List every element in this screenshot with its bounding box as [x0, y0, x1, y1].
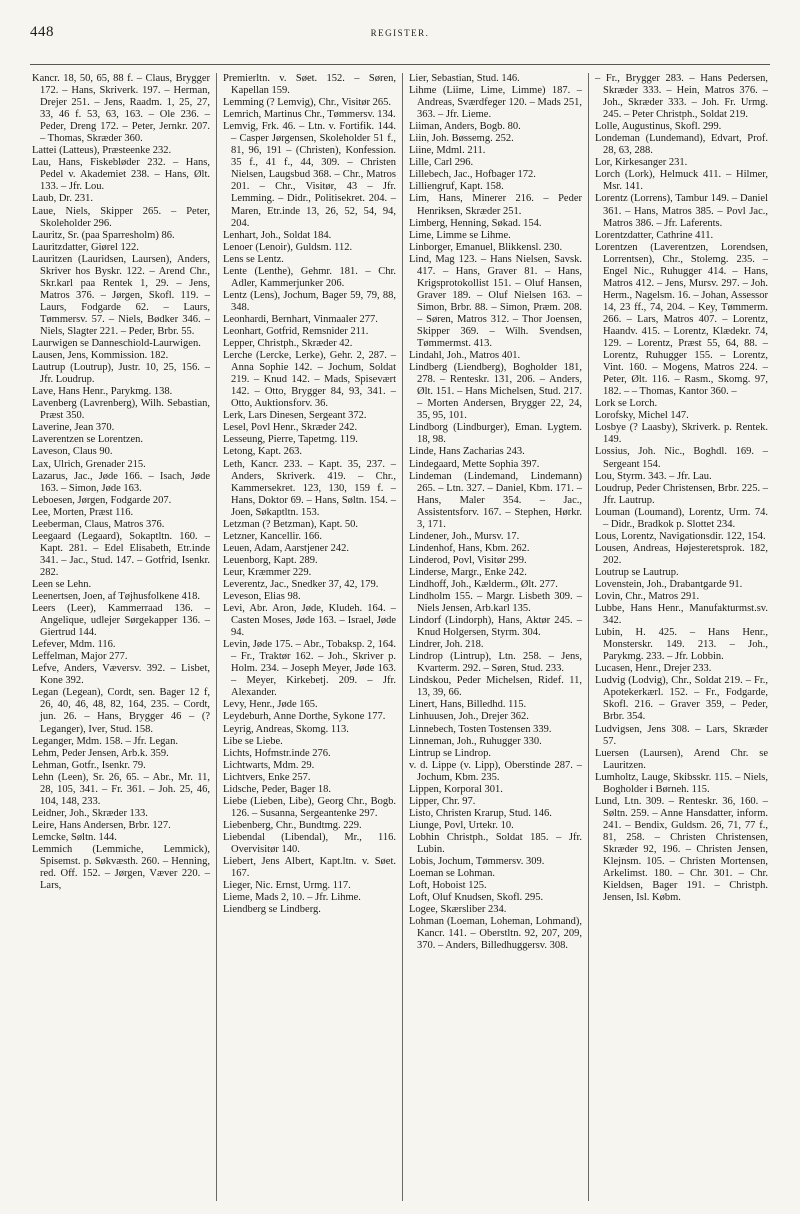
index-entry: Listo, Christen Krarup, Stud. 146. — [409, 807, 552, 819]
index-entry: Lillebech, Jac., Hofbager 172. — [409, 169, 536, 181]
index-entry: Laub, Dr. 231. — [32, 193, 93, 205]
index-entry: Lautrup (Loutrup), Justr. 10, 25, 156. – Jfr. Loudrup. — [32, 362, 210, 386]
index-entry: Linderse, Margr., Enke 242. — [409, 566, 527, 578]
index-entry: Lor, Kirkesanger 231. — [595, 157, 688, 169]
index-entry: Lieme, Mads 2, 10. – Jfr. Lihme. — [223, 892, 361, 904]
index-entry: Londeman (Lundemand), Edvart, Prof. 28, 63, 288. — [595, 133, 768, 157]
index-entry: Letzner, Kancellir. 166. — [223, 530, 322, 542]
index-entry: Lehman, Gotfr., Isenkr. 79. — [32, 759, 146, 771]
index-entry: Lesseung, Pierre, Tapetmg. 119. — [223, 434, 358, 446]
header-rule — [30, 64, 770, 65]
index-entry: Loeman se Lohman. — [409, 868, 496, 880]
index-entry: Lenoer (Lenoir), Guldsm. 112. — [223, 241, 353, 253]
index-entry: Lobhin Christph., Soldat 185. – Jfr. Lubin. — [409, 831, 582, 855]
index-entry: Lindborg (Lindburger), Eman. Lygtem. 18, 98. — [409, 422, 582, 446]
index-entry: Lehm, Peder Jensen, Arb.k. 359. — [32, 747, 169, 759]
index-entry: Legan (Legean), Cordt, sen. Bager 12 f, 26, 40, 46, 48, 82, 164, 235. – Cordt, jun. 26. – Hans, Brygger 46 – (? Leganger), Iver, Stud. 158. — [32, 687, 210, 735]
index-entry: Kancr. 18, 50, 65, 88 f. – Claus, Brygger 172. – Hans, Skriverk. 197. – Herman, Drejer 251. – Jens, Raadm. 1, 25, 27, 33, 46 f. 53, 63, 163. – Ole 236. – Peder, Dreng 172. – Peter, Jernkr. 207. – Thomas, Skræder 360. — [32, 73, 210, 145]
index-entry: Lesel, Povl Henr., Skræder 242. — [223, 422, 358, 434]
index-entry: Liebenberg, Chr., Bundtmg. 229. — [223, 819, 362, 831]
index-entry: Leydeburh, Anne Dorthe, Sykone 177. — [223, 711, 386, 723]
index-entry: Lemcke, Søltn. 144. — [32, 831, 117, 843]
index-entry: Lumholtz, Lauge, Skibsskr. 115. – Niels, Bogholder i Børneh. 115. — [595, 771, 768, 795]
index-entry: Premierltn. v. Søet. 152. – Søren, Kapellan 159. — [223, 73, 396, 97]
running-title: REGISTER. — [370, 28, 430, 38]
index-entry: Liiman, Anders, Bogb. 80. — [409, 121, 521, 133]
index-entry: Lauritz, Sr. (paa Sparresholm) 86. — [32, 229, 175, 241]
index-entry: Lime, Limme se Lihme. — [409, 229, 511, 241]
index-entry: Luersen (Laursen), Arend Chr. se Lauritzen. — [595, 747, 768, 771]
page-header — [30, 24, 770, 46]
index-entry: Lucasen, Henr., Drejer 233. — [595, 663, 712, 675]
index-entry: Lim, Hans, Minerer 216. – Peder Henriksen, Skræder 251. — [409, 193, 582, 217]
index-entry: Leonhardi, Bernhart, Vinmaaler 277. — [223, 313, 378, 325]
index-entry: Lier, Sebastian, Stud. 146. — [409, 73, 520, 84]
index-entry: Lente (Lenthe), Gehmr. 181. – Chr. Adler, Kammerjunker 206. — [223, 265, 396, 289]
index-entry: Lefve, Anders, Væversv. 392. – Lisbet, Kone 392. — [32, 663, 210, 687]
index-entry: Lindenhof, Hans, Kbm. 262. — [409, 542, 530, 554]
index-entry: Liendberg se Lindberg. — [223, 904, 321, 916]
index-entry: Liebe (Lieben, Libe), Georg Chr., Bogb. 126. – Susanna, Sergeantenke 297. — [223, 795, 396, 819]
index-entry: Lorofsky, Michel 147. — [595, 410, 689, 422]
index-entry: Lorentzdatter, Cathrine 411. — [595, 229, 714, 241]
index-entry: Lindeman (Lindemand, Lindemann) 265. – Ltn. 327. – Daniel, Kbm. 171. – Hans, Maler 354. – Jac., Assistentsforv. 167. – Stephen, Hørkr. 3, 171. — [409, 470, 582, 530]
index-entry: Lovenstein, Joh., Drabantgarde 91. — [595, 578, 743, 590]
page-number: 448 — [30, 24, 54, 40]
index-entry: Lindskou, Peder Michelsen, Ridef. 11, 13, 39, 66. — [409, 675, 582, 699]
index-entry: Lippen, Korporal 301. — [409, 783, 503, 795]
index-entry: Laverentzen se Lorentzen. — [32, 434, 144, 446]
index-entry: Lauritzdatter, Giørel 122. — [32, 241, 139, 253]
index-entry: Lintrup se Lindrop. — [409, 747, 491, 759]
index-entry: Lentz (Lens), Jochum, Bager 59, 79, 88, 348. — [223, 289, 396, 313]
index-entry: Lubbe, Hans Henr., Manufakturmst.sv. 342. — [595, 603, 768, 627]
index-entry: Lichtvers, Enke 257. — [223, 771, 311, 783]
index-entry: Ludvigsen, Jens 308. – Lars, Skræder 57. — [595, 723, 768, 747]
index-entry: Laurwigen se Danneschiold-Laurwigen. — [32, 338, 201, 350]
index-entry: Ludvig (Lodvig), Chr., Soldat 219. – Fr., Apotekerkærl. 152. – Fr., Fodgarde, Skofl. 216. – Graver 359, – Peder, Brbr. 354. — [595, 675, 768, 723]
index-entry: Lind, Mag 123. – Hans Nielsen, Savsk. 417. – Hans, Graver 81. – Hans, Krigsprotokollist 151. – Oluf Hansen, Graver 189. – Oluf Nielsen 163. – Simon, Brbr. 88. – Simon, Præm. 208. – Søren, Matros 312. – Thor Joensen, Skipper 369. – Wilh. Svendsen, Tømmermst. 413. — [409, 253, 582, 350]
index-entry: Liunge, Povl, Urtekr. 10. — [409, 819, 514, 831]
index-entry: Lorentzen (Laverentzen, Lorendsen, Lorrentsen), Chr., Stolemg. 235. – Engel Nic., Ruhugger 414. – Hans, Matros 412. – Jens, Mursv. 297. – Joh. Herm., Nagelsm. 16. – Johan, Assessor 14, 23 ff., 74, 204. – Key, Tømmerm. 266. – Lars, Matros 407. – Lorentz, Haandv. 415. – Lorentz, Klædekr. 74, 129. – Lorentz, Præst 55, 64, 88. – Lorentz, Ruhugger 155. – Lorentz, Vint. 160. – Mogens, Matros 224. – Peter, Ølt. 116. – Rasm., Skomg. 97, 182. – – Thomas, Kantor 360. – — [595, 241, 768, 398]
index-entry: Linde, Hans Zacharias 243. — [409, 446, 525, 458]
index-entry: Lemming (? Lemvig), Chr., Visitør 265. — [223, 97, 392, 109]
index-entry: Liin, Joh. Bøssemg. 252. — [409, 133, 514, 145]
index-entry: Lefever, Mdm. 116. — [32, 639, 116, 651]
index-entry: Lerche (Lercke, Lerke), Gehr. 2, 287. – Anna Sophie 142. – Jochum, Soldat 219. – Knud 142. – Mads, Spisevært 142. – Otto, Brygger 84, 93, 341. – Otto, Auktionsforv. 36. — [223, 350, 396, 410]
index-column-4 — [588, 73, 774, 1201]
index-entry: Lindener, Joh., Mursv. 17. — [409, 530, 520, 542]
index-entry: Leire, Hans Andersen, Brbr. 127. — [32, 819, 171, 831]
index-entry: Levi, Abr. Aron, Jøde, Kludeh. 164. – Casten Moses, Jøde 163. – Israel, Jøde 94. — [223, 603, 396, 639]
index-entry: Limberg, Henning, Søkad. 154. — [409, 217, 542, 229]
index-entry: Leegaard (Legaard), Sokaptltn. 160. – Kapt. 281. – Edel Elisabeth, Etr.inde 341. – Jac., Stud. 147. – Gotfrid, Isenkr. 282. — [32, 530, 210, 578]
index-entry: Lindberg (Liendberg), Bogholder 181, 278. – Renteskr. 131, 206. – Anders, Ølt. 151. – Hans Michelsen, Stud. 217. – Morten Andersen, Brygger 22, 24, 35, 95, 101. — [409, 362, 582, 422]
index-entry: Lihme (Liime, Lime, Limme) 187. – Andreas, Sværdfeger 120. – Mads 251, 363. – Jfr. Lieme. — [409, 85, 582, 121]
index-entry: Leers (Leer), Kammerraad 136. – Angelique, udlejer Sørgekapper 136. – Giertrud 144. — [32, 603, 210, 639]
index-entry: Loft, Oluf Knudsen, Skofl. 295. — [409, 892, 544, 904]
index-column-1 — [30, 73, 216, 1201]
index-entry: Louman (Loumand), Lorentz, Urm. 74. – Didr., Bradkok p. Slottet 234. — [595, 506, 768, 530]
index-entry: Lipper, Chr. 97. — [409, 795, 476, 807]
index-entry: Lenhart, Joh., Soldat 184. — [223, 229, 332, 241]
index-entry: Leidner, Joh., Skræder 133. — [32, 807, 148, 819]
index-entry: Laveson, Claus 90. — [32, 446, 113, 458]
index-entry: Leverentz, Jac., Snedker 37, 42, 179. — [223, 578, 379, 590]
index-entry: Leganger, Mdm. 158. – Jfr. Legan. — [32, 735, 178, 747]
index-entry: Leveson, Elias 98. — [223, 591, 301, 603]
index-entry: Lausen, Jens, Kommission. 182. — [32, 350, 169, 362]
index-entry: – Fr., Brygger 283. – Hans Pedersen, Skræder 333. – Hein, Matros 376. – Joh., Skræder 333. – Joh. Fr. Urmg. 245. – Peter Christph., Soldat 219. — [595, 73, 768, 121]
index-entry: Linert, Hans, Billedhd. 115. — [409, 699, 527, 711]
index-entry: Leboesen, Jørgen, Fodgarde 207. — [32, 494, 172, 506]
index-entry: Leth, Kancr. 233. – Kapt. 35, 237. – Anders, Skriverk. 419. – Chr., Kammersekret. 123, 130, 159 f. – Hans, Doktor 69. – Hans, Søltn. 154. – Joen, Søkaptltn. 153. — [223, 458, 396, 518]
index-entry: Linnebech, Tosten Tostensen 339. — [409, 723, 552, 735]
index-entry: Laverine, Jean 370. — [32, 422, 115, 434]
index-entry: Loutrup se Lautrup. — [595, 566, 679, 578]
index-entry: Lieger, Nic. Ernst, Urmg. 117. — [223, 880, 351, 892]
index-entry: Lauritzen (Lauridsen, Laursen), Anders, Skriver hos Byskr. 122. – Arend Chr., Skr.karl paa Rentek 1, 29. – Jens, Matros 376. – Jørgen, Skofl. 119. – Laurs, Fodgarde 62. – Laurs, Tømmersv. 57. – Niels, Bødker 346. – Niels, Slagter 221. – Peder, Brbr. 55. — [32, 253, 210, 337]
index-entry: Lindholm 155. – Margr. Lisbeth 309. – Niels Jensen, Arb.karl 135. — [409, 591, 582, 615]
index-entry: Loft, Hoboist 125. — [409, 880, 487, 892]
index-entry: Loudrup, Peder Christensen, Brbr. 225. – Jfr. Lautrup. — [595, 482, 768, 506]
index-entry: Leyrig, Andreas, Skomg. 113. — [223, 723, 349, 735]
index-entry: Lubin, H. 425. – Hans Henr., Monsterskr. 149. 213. – Joh., Parykmg. 233. – Jfr. Lobbin. — [595, 627, 768, 663]
index-entry: Lindhoff, Joh., Kælderm., Ølt. 277. — [409, 578, 558, 590]
index-entry: Lax, Ulrich, Grenader 215. — [32, 458, 146, 470]
index-entry: Lilliengruf, Kapt. 158. — [409, 181, 504, 193]
index-entry: Laue, Niels, Skipper 265. – Peter, Skoleholder 296. — [32, 205, 210, 229]
index-entry: Lille, Carl 296. — [409, 157, 474, 169]
index-entry: Lemvig, Frk. 46. – Ltn. v. Fortifik. 144. – Casper Jørgensen, Skoleholder 51 f., 81, 96, 191 – (Christen), Konfession. 35 f., 41 f., 44, 309. – Christen Nielsen, Laugsbud 368. – Chr., Matros 201. – Chr., Visitør, 43 – Jfr. Lemming. – Didr., Politisekret. 204. – Maren, Etr.inde 13, 26, 52, 54, 94, 204. — [223, 121, 396, 229]
index-entry: Lens se Lentz. — [223, 253, 284, 265]
index-entry: Libe se Liebe. — [223, 735, 283, 747]
index-entry: Leuenborg, Kapt. 289. — [223, 554, 318, 566]
index-entry: Linhuusen, Joh., Drejer 362. — [409, 711, 529, 723]
index-entry: Leuen, Adam, Aarstjener 242. — [223, 542, 349, 554]
index-entry: Lehn (Leen), Sr. 26, 65. – Abr., Mr. 11, 28, 105, 341. – Fr. 361. – Joh. 25, 46, 104, 148, 233. — [32, 771, 210, 807]
index-entry: Lousen, Andreas, Højesteretsprok. 182, 202. — [595, 542, 768, 566]
index-entry: Losbye (? Laasby), Skriverk. p. Rentek. 149. — [595, 422, 768, 446]
index-entry: Lee, Morten, Præst 116. — [32, 506, 134, 518]
index-entry: Linborger, Emanuel, Blikkensl. 230. — [409, 241, 563, 253]
index-entry: Leur, Kræmmer 229. — [223, 566, 312, 578]
index-entry: Lichts, Hofmstr.inde 276. — [223, 747, 331, 759]
index-entry: Leffelman, Major 277. — [32, 651, 128, 663]
index-entry: Lorch (Lork), Helmuck 411. – Hilmer, Msr. 141. — [595, 169, 768, 193]
index-entry: Lindrer, Joh. 218. — [409, 639, 484, 651]
index-entry: Lossius, Joh. Nic., Boghdl. 169. – Sergeant 154. — [595, 446, 768, 470]
index-entry: Lund, Ltn. 309. – Renteskr. 36, 160. – Søltn. 259. – Anne Hansdatter, inform. 241. – Bendix, Guldsm. 26, 71, 77 f., 81, 258. – Christen Christensen, Skræder 92, 196. – Christen Jensen, Klejnsm. 105. – Christen Mortensen, Arkelimst. 180. – Chr. 301. – Chr. Kieldsen, Bager 191. – Christph. Jensen, Isl. Købm. — [595, 795, 768, 904]
index-entry: Lau, Hans, Fiskebløder 232. – Hans, Pedel v. Akademiet 238. – Hans, Ølt. 133. – Jfr. Lou. — [32, 157, 210, 193]
index-entry: Linneman, Joh., Ruhugger 330. — [409, 735, 542, 747]
index-entry: Levy, Henr., Jøde 165. — [223, 699, 318, 711]
index-entry: Lou, Styrm. 343. – Jfr. Lau. — [595, 470, 712, 482]
index-entry: Lolle, Augustinus, Skofl. 299. — [595, 121, 722, 133]
index-column-2 — [216, 73, 402, 1201]
index-entry: v. d. Lippe (v. Lipp), Oberstinde 287. – Jochum, Kbm. 235. — [409, 759, 582, 783]
index-entry: Lattei (Latteus), Præsteenke 232. — [32, 145, 172, 157]
index-entry: Linderod, Povl, Visitør 299. — [409, 554, 527, 566]
index-entry: Lous, Lorentz, Navigationsdir. 122, 154. — [595, 530, 766, 542]
index-entry: Leeberman, Claus, Matros 376. — [32, 518, 165, 530]
index-entry: Liebert, Jens Albert, Kapt.ltn. v. Søet. 167. — [223, 856, 396, 880]
index-entry: Leenertsen, Joen, af Tøjhusfolkene 418. — [32, 591, 201, 603]
index-entry: Lohman (Loeman, Loheman, Lohmand), Kancr. 141. – Oberstltn. 92, 207, 209, 370. – Anders, Billedhuggersv. 308. — [409, 916, 582, 952]
index-entry: Lepper, Christph., Skræder 42. — [223, 338, 353, 350]
index-entry: Lindrop (Lintrup), Ltn. 258. – Jens, Kvarterm. 292. – Søren, Stud. 233. — [409, 651, 582, 675]
index-entry: Liine, Mdml. 211. — [409, 145, 486, 157]
index-entry: Lichtwarts, Mdm. 29. — [223, 759, 315, 771]
index-entry: Lork se Lorch. — [595, 398, 658, 410]
index-entry: Lemrich, Martinus Chr., Tømmersv. 134. — [223, 109, 396, 121]
index-entry: Lindegaard, Mette Sophia 397. — [409, 458, 540, 470]
index-entry: Lobis, Jochum, Tømmersv. 309. — [409, 856, 545, 868]
index-entry: Lerk, Lars Dinesen, Sergeant 372. — [223, 410, 367, 422]
index-entry: Lovin, Chr., Matros 291. — [595, 591, 700, 603]
index-entry: Letzman (? Betzman), Kapt. 50. — [223, 518, 358, 530]
index-entry: Lazarus, Jac., Jøde 166. – Isach, Jøde 163. – Simon, Jøde 163. — [32, 470, 210, 494]
index-entry: Levin, Jøde 175. – Abr., Tobaksp. 2, 164. – Fr., Traktør 162. – Joh., Skriver p. Holm. 234. – Joseph Meyer, Jøde 163. – Meyer, Kirkebetj. 209. – Jfr. Alexander. — [223, 639, 396, 699]
index-entry: Leonhart, Gotfrid, Remsnider 211. — [223, 325, 369, 337]
index-entry: Lave, Hans Henr., Parykmg. 138. — [32, 386, 173, 398]
index-entry: Lavenberg (Lavrenberg), Wilh. Sebastian, Præst 350. — [32, 398, 210, 422]
index-entry: Lindorf (Lindorph), Hans, Aktør 245. – Knud Holgersen, Styrm. 304. — [409, 615, 582, 639]
index-column-3 — [402, 73, 588, 1201]
index-entry: Lemmich (Lemmiche, Lemmick), Spisemst. p. Søkvæsth. 260. – Henning, red. Off. 152. – Jørgen, Væver 220. – Lars, — [32, 844, 210, 892]
index-entry: Lindahl, Joh., Matros 401. — [409, 350, 521, 362]
index-entry: Leen se Lehn. — [32, 578, 92, 590]
index-entry: Liebendal (Libendal), Mr., 116. Overvisitør 140. — [223, 831, 396, 855]
index-entry: Lorentz (Lorrens), Tambur 149. – Daniel 361. – Hans, Matros 385. – Povl Jac., Matros 386. – Jfr. Laferents. — [595, 193, 768, 229]
index-columns — [30, 73, 775, 1201]
index-entry: Letong, Kapt. 263. — [223, 446, 303, 458]
index-entry: Lidsche, Peder, Bager 18. — [223, 783, 332, 795]
index-entry: Logee, Skærsliber 234. — [409, 904, 507, 916]
